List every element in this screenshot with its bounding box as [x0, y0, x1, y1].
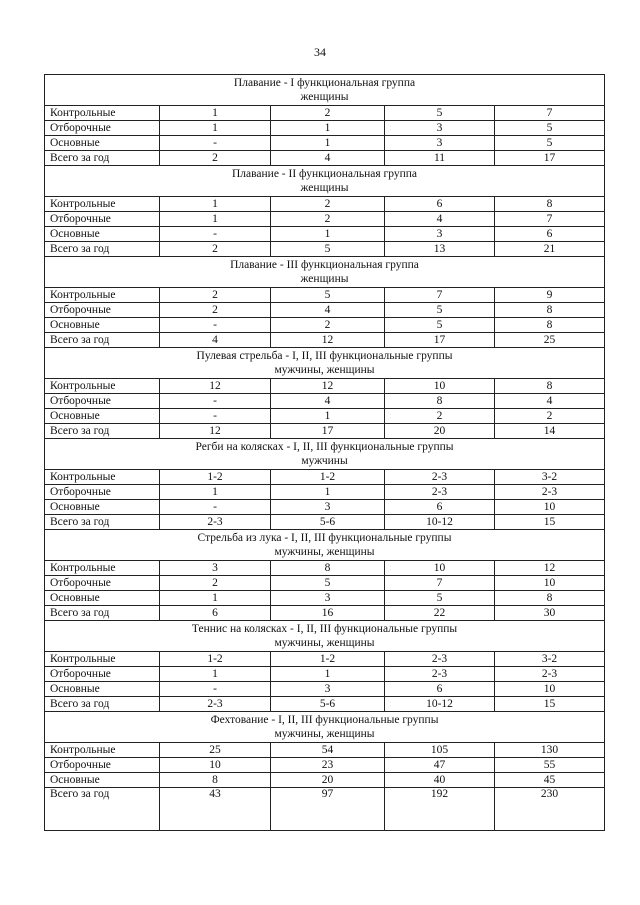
table-cell: 7: [385, 288, 495, 303]
section-subtitle: женщины: [300, 182, 349, 194]
table-row: [45, 151, 605, 166]
row-label: Основные: [45, 500, 160, 515]
table-cell: 8: [495, 318, 605, 333]
section-title: Стрельба из лука - I, II, III функциональные группы: [197, 532, 452, 544]
table-cell: 10-12: [385, 515, 495, 530]
table-cell: -: [160, 227, 271, 242]
section-header-row: [45, 257, 605, 288]
table-row: [45, 591, 605, 606]
table-cell: 5: [271, 242, 385, 257]
table-cell: 8: [495, 197, 605, 212]
row-label: Отборочные: [45, 485, 160, 500]
table-cell: 4: [271, 303, 385, 318]
row-label: Основные: [45, 409, 160, 424]
table-cell: 2-3: [160, 515, 271, 530]
table-cell: 1: [271, 667, 385, 682]
table-cell: 2: [160, 151, 271, 166]
section-subtitle: мужчины, женщины: [274, 546, 375, 558]
table-cell: 15: [495, 697, 605, 712]
table-row: [45, 652, 605, 667]
section-header-row: [45, 75, 605, 106]
section-header: [45, 712, 605, 743]
table-cell: 10: [495, 500, 605, 515]
table-cell: 192: [385, 788, 495, 831]
row-label: Контрольные: [45, 379, 160, 394]
table-row: [45, 788, 605, 831]
table-cell: 10: [160, 758, 271, 773]
table-cell: 6: [160, 606, 271, 621]
table-cell: 4: [271, 394, 385, 409]
table-row: [45, 106, 605, 121]
table-row: [45, 500, 605, 515]
table-cell: 3: [271, 500, 385, 515]
table-cell: 1: [160, 212, 271, 227]
table-row: [45, 697, 605, 712]
table-cell: 8: [271, 561, 385, 576]
table-cell: 20: [271, 773, 385, 788]
table-row: [45, 470, 605, 485]
table-cell: 25: [495, 333, 605, 348]
table-cell: 10-12: [385, 697, 495, 712]
table-cell: 22: [385, 606, 495, 621]
table-row: [45, 121, 605, 136]
table-cell: 6: [385, 500, 495, 515]
table-row: [45, 212, 605, 227]
table-cell: 5: [495, 121, 605, 136]
table-cell: 20: [385, 424, 495, 439]
section-subtitle: женщины: [300, 273, 349, 285]
table-cell: 6: [385, 682, 495, 697]
table-cell: 1: [271, 121, 385, 136]
table-cell: 12: [271, 333, 385, 348]
table-cell: 105: [385, 743, 495, 758]
row-label: Всего за год: [45, 333, 160, 348]
section-subtitle: мужчины, женщины: [274, 364, 375, 376]
table-cell: 5: [385, 303, 495, 318]
table-row: [45, 409, 605, 424]
table-cell: 1-2: [160, 652, 271, 667]
table-row: [45, 576, 605, 591]
table-cell: 5: [271, 288, 385, 303]
table-cell: -: [160, 682, 271, 697]
table-cell: 2: [271, 318, 385, 333]
table-cell: 8: [495, 379, 605, 394]
row-label: Основные: [45, 318, 160, 333]
section-header-row: [45, 348, 605, 379]
section-header-row: [45, 530, 605, 561]
table-cell: 17: [495, 151, 605, 166]
table-cell: 16: [271, 606, 385, 621]
table-cell: 5: [495, 136, 605, 151]
table-cell: 2: [271, 197, 385, 212]
table-cell: 14: [495, 424, 605, 439]
table-cell: 47: [385, 758, 495, 773]
table-cell: 54: [271, 743, 385, 758]
table-cell: 9: [495, 288, 605, 303]
table-cell: 2-3: [385, 470, 495, 485]
section-header: [45, 439, 605, 470]
section-header-row: [45, 712, 605, 743]
section-title: Регби на колясках - I, II, III функциональные группы: [195, 441, 454, 453]
table-cell: 5: [271, 576, 385, 591]
table-row: [45, 136, 605, 151]
table-cell: 1: [271, 485, 385, 500]
row-label: Основные: [45, 682, 160, 697]
row-label: Всего за год: [45, 515, 160, 530]
row-label: Всего за год: [45, 697, 160, 712]
table-cell: 1: [271, 227, 385, 242]
table-cell: 13: [385, 242, 495, 257]
table-cell: 7: [385, 576, 495, 591]
table-cell: 1: [271, 136, 385, 151]
table-cell: 2-3: [495, 485, 605, 500]
row-label: Всего за год: [45, 606, 160, 621]
table-cell: 5: [385, 106, 495, 121]
table-cell: 17: [385, 333, 495, 348]
table-cell: 2: [160, 242, 271, 257]
section-subtitle: мужчины, женщины: [274, 637, 375, 649]
section-header: [45, 75, 605, 106]
table-cell: 2-3: [160, 697, 271, 712]
section-subtitle: мужчины: [301, 455, 348, 467]
table-cell: 23: [271, 758, 385, 773]
row-label: Отборочные: [45, 667, 160, 682]
table-cell: 5: [385, 591, 495, 606]
table-cell: 5: [385, 318, 495, 333]
table-cell: 12: [495, 561, 605, 576]
table-cell: 5-6: [271, 697, 385, 712]
table-cell: -: [160, 394, 271, 409]
section-subtitle: женщины: [300, 91, 349, 103]
row-label: Контрольные: [45, 106, 160, 121]
table-cell: 2-3: [385, 485, 495, 500]
table-row: [45, 682, 605, 697]
table-cell: 1: [160, 591, 271, 606]
table-cell: 45: [495, 773, 605, 788]
row-label: Отборочные: [45, 303, 160, 318]
competition-schedule-table: [44, 74, 605, 831]
table-row: [45, 743, 605, 758]
section-title: Плавание - III функциональная группа: [230, 259, 419, 271]
table-row: [45, 515, 605, 530]
section-title: Плавание - I функциональная группа: [233, 77, 416, 89]
table-cell: 97: [271, 788, 385, 831]
table-cell: 4: [495, 394, 605, 409]
table-cell: 8: [495, 303, 605, 318]
row-label: Контрольные: [45, 652, 160, 667]
table-cell: 7: [495, 106, 605, 121]
table-cell: 2: [160, 288, 271, 303]
table-row: [45, 197, 605, 212]
table-cell: 1: [160, 121, 271, 136]
row-label: Основные: [45, 227, 160, 242]
table-cell: 12: [160, 379, 271, 394]
row-label: Отборочные: [45, 576, 160, 591]
table-cell: -: [160, 136, 271, 151]
table-row: [45, 667, 605, 682]
table-cell: 1-2: [271, 652, 385, 667]
section-header: [45, 348, 605, 379]
table-row: [45, 394, 605, 409]
row-label: Основные: [45, 136, 160, 151]
table-cell: -: [160, 409, 271, 424]
table-cell: 10: [385, 379, 495, 394]
row-label: Отборочные: [45, 394, 160, 409]
table-row: [45, 333, 605, 348]
table-cell: -: [160, 500, 271, 515]
table-cell: 1: [160, 485, 271, 500]
table-cell: 17: [271, 424, 385, 439]
table-cell: 12: [271, 379, 385, 394]
row-label: Контрольные: [45, 743, 160, 758]
section-header: [45, 530, 605, 561]
table-cell: 130: [495, 743, 605, 758]
table-cell: 3: [385, 121, 495, 136]
table-cell: 21: [495, 242, 605, 257]
table-row: [45, 758, 605, 773]
section-header-row: [45, 166, 605, 197]
table-row: [45, 561, 605, 576]
row-label: Отборочные: [45, 121, 160, 136]
table-cell: 1: [160, 667, 271, 682]
table-cell: 3: [385, 227, 495, 242]
table-cell: 8: [160, 773, 271, 788]
section-subtitle: мужчины, женщины: [274, 728, 375, 740]
table-cell: 2: [271, 106, 385, 121]
table-cell: 1: [271, 409, 385, 424]
table-cell: 2-3: [385, 652, 495, 667]
table-row: [45, 606, 605, 621]
table-cell: 3: [271, 591, 385, 606]
table-cell: 2: [160, 303, 271, 318]
table-cell: 3: [385, 136, 495, 151]
table-cell: 10: [385, 561, 495, 576]
page-number: 34: [314, 45, 326, 59]
section-header: [45, 621, 605, 652]
table-row: [45, 773, 605, 788]
section-header: [45, 166, 605, 197]
row-label: Основные: [45, 773, 160, 788]
table-cell: 2-3: [385, 667, 495, 682]
table-cell: 4: [160, 333, 271, 348]
table-cell: 12: [160, 424, 271, 439]
table-cell: 25: [160, 743, 271, 758]
table-cell: 2: [495, 409, 605, 424]
section-title: Фехтование - I, II, III функциональные группы: [210, 714, 439, 726]
row-label: Всего за год: [45, 151, 160, 166]
section-header-row: [45, 439, 605, 470]
table-cell: 2: [271, 212, 385, 227]
table-cell: 30: [495, 606, 605, 621]
row-label: Всего за год: [45, 242, 160, 257]
table-cell: 10: [495, 682, 605, 697]
table-cell: 11: [385, 151, 495, 166]
table-cell: 8: [495, 591, 605, 606]
table-cell: 3: [160, 561, 271, 576]
table-cell: 1-2: [160, 470, 271, 485]
table-row: [45, 424, 605, 439]
table-cell: 3-2: [495, 652, 605, 667]
table-cell: 8: [385, 394, 495, 409]
row-label: Контрольные: [45, 561, 160, 576]
section-header: [45, 257, 605, 288]
section-header-row: [45, 621, 605, 652]
row-label: Всего за год: [45, 424, 160, 439]
table-cell: 1: [160, 106, 271, 121]
table-row: [45, 242, 605, 257]
table-row: [45, 379, 605, 394]
row-label: Основные: [45, 591, 160, 606]
table-cell: 1: [160, 197, 271, 212]
table-cell: 43: [160, 788, 271, 831]
table-cell: 2-3: [495, 667, 605, 682]
table-cell: 3: [271, 682, 385, 697]
table-cell: -: [160, 318, 271, 333]
table-cell: 230: [495, 788, 605, 831]
table-cell: 4: [385, 212, 495, 227]
table-cell: 40: [385, 773, 495, 788]
table-row: [45, 227, 605, 242]
table-cell: 4: [271, 151, 385, 166]
table-cell: 2: [160, 576, 271, 591]
row-label: Контрольные: [45, 470, 160, 485]
table-cell: 3-2: [495, 470, 605, 485]
row-label: Всего за год: [45, 788, 160, 831]
table-row: [45, 288, 605, 303]
section-title: Плавание - II функциональная группа: [231, 168, 418, 180]
table-cell: 6: [495, 227, 605, 242]
table-cell: 7: [495, 212, 605, 227]
row-label: Отборочные: [45, 758, 160, 773]
table-cell: 15: [495, 515, 605, 530]
table-cell: 6: [385, 197, 495, 212]
table-cell: 2: [385, 409, 495, 424]
table-row: [45, 303, 605, 318]
table-cell: 5-6: [271, 515, 385, 530]
table-row: [45, 318, 605, 333]
table-cell: 55: [495, 758, 605, 773]
section-title: Теннис на колясках - I, II, III функциональные группы: [191, 623, 458, 635]
table-row: [45, 485, 605, 500]
section-title: Пулевая стрельба - I, II, III функциональные группы: [196, 350, 453, 362]
table-cell: 10: [495, 576, 605, 591]
row-label: Контрольные: [45, 197, 160, 212]
row-label: Отборочные: [45, 212, 160, 227]
table-cell: 1-2: [271, 470, 385, 485]
row-label: Контрольные: [45, 288, 160, 303]
